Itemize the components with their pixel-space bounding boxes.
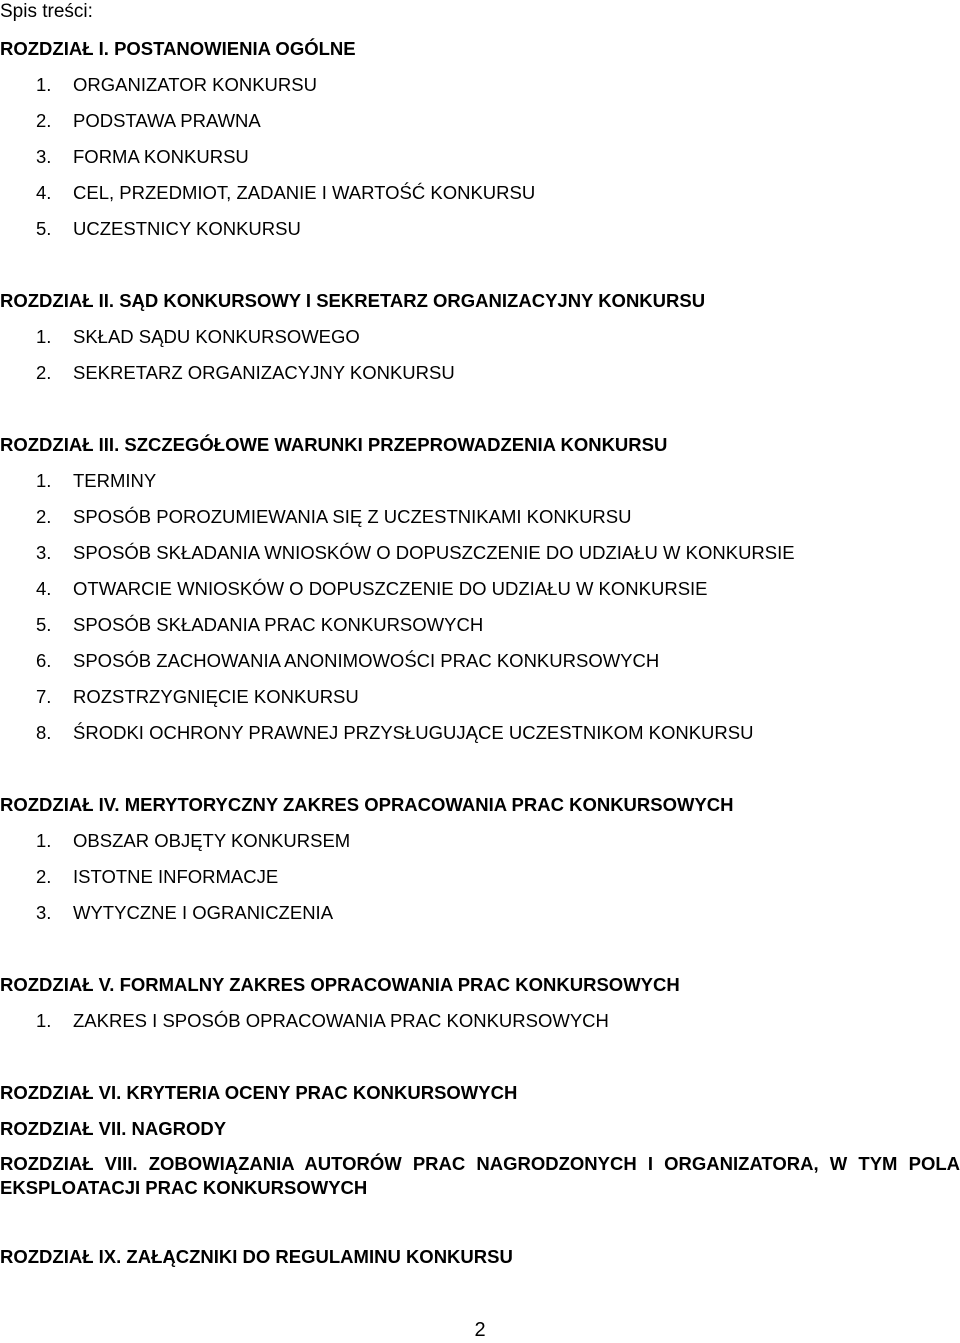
item-number: 1.: [36, 74, 52, 95]
item-label: CEL, PRZEDMIOT, ZADANIE I WARTOŚĆ KONKURSU: [73, 182, 536, 203]
toc-item: [0, 319, 960, 355]
chapter-heading: ROZDZIAŁ I. POSTANOWIENIA OGÓLNE: [0, 38, 356, 59]
item-number: 5.: [36, 614, 52, 635]
toc-item: [0, 643, 960, 679]
item-label: OTWARCIE WNIOSKÓW O DOPUSZCZENIE DO UDZIAŁU W KONKURSIE: [73, 578, 708, 599]
toc-item: [0, 895, 960, 931]
chapter-heading: ROZDZIAŁ VII. NAGRODY: [0, 1118, 227, 1139]
toc-item: [0, 1003, 960, 1039]
chapter-heading: ROZDZIAŁ IV. MERYTORYCZNY ZAKRES OPRACOWANIA PRAC KONKURSOWYCH: [0, 794, 734, 815]
spacer: [0, 1203, 960, 1239]
chapter-heading: ROZDZIAŁ VI. KRYTERIA OCENY PRAC KONKURSOWYCH: [0, 1082, 518, 1103]
chapter-heading: ROZDZIAŁ II. SĄD KONKURSOWY I SEKRETARZ ORGANIZACYJNY KONKURSU: [0, 290, 706, 311]
item-number: 6.: [36, 650, 52, 671]
item-number: 3.: [36, 902, 52, 923]
item-label: OBSZAR OBJĘTY KONKURSEM: [73, 830, 351, 851]
item-number: 1.: [36, 1010, 52, 1031]
toc-item: [0, 463, 960, 499]
toc-title: Spis treści:: [0, 1, 93, 22]
chapter-heading: ROZDZIAŁ IX. ZAŁĄCZNIKI DO REGULAMINU KONKURSU: [0, 1246, 513, 1267]
item-number: 1.: [36, 830, 52, 851]
spacer: [0, 247, 960, 283]
toc-item: [0, 67, 960, 103]
item-label: SEKRETARZ ORGANIZACYJNY KONKURSU: [73, 362, 455, 383]
item-number: 8.: [36, 722, 52, 743]
item-label: FORMA KONKURSU: [73, 146, 249, 167]
item-label: ROZSTRZYGNIĘCIE KONKURSU: [73, 686, 359, 707]
item-label: ZAKRES I SPOSÓB OPRACOWANIA PRAC KONKURSOWYCH: [73, 1010, 609, 1031]
item-label: SPOSÓB ZACHOWANIA ANONIMOWOŚCI PRAC KONKURSOWYCH: [73, 650, 660, 671]
toc-item: [0, 139, 960, 175]
toc-item: [0, 535, 960, 571]
toc-item: [0, 499, 960, 535]
item-label: WYTYCZNE I OGRANICZENIA: [73, 902, 334, 923]
item-label: SPOSÓB SKŁADANIA WNIOSKÓW O DOPUSZCZENIE DO UDZIAŁU W KONKURSIE: [73, 542, 795, 563]
item-number: 3.: [36, 542, 52, 563]
toc-item: [0, 679, 960, 715]
item-number: 2.: [36, 506, 52, 527]
item-number: 5.: [36, 218, 52, 239]
spacer: [0, 931, 960, 967]
item-label: SPOSÓB SKŁADANIA PRAC KONKURSOWYCH: [73, 614, 484, 635]
spacer: [0, 751, 960, 787]
item-label: SPOSÓB POROZUMIEWANIA SIĘ Z UCZESTNIKAMI KONKURSU: [73, 506, 632, 527]
toc-item: [0, 355, 960, 391]
chapter-heading: ROZDZIAŁ VIII. ZOBOWIĄZANIA AUTORÓW PRAC NAGRODZONYCH I ORGANIZATORA, W TYM POLA EKSPLOATACJI PRAC KONKURSOWYCH: [0, 1153, 960, 1198]
toc-item: [0, 211, 960, 247]
toc-item: [0, 607, 960, 643]
item-number: 1.: [36, 470, 52, 491]
spacer: [0, 1039, 960, 1075]
item-number: 2.: [36, 362, 52, 383]
toc-item: [0, 571, 960, 607]
item-label: UCZESTNICY KONKURSU: [73, 218, 301, 239]
chapter-heading: ROZDZIAŁ III. SZCZEGÓŁOWE WARUNKI PRZEPROWADZENIA KONKURSU: [0, 434, 668, 455]
item-label: ŚRODKI OCHRONY PRAWNEJ PRZYSŁUGUJĄCE UCZESTNIKOM KONKURSU: [73, 722, 754, 743]
page-number: 2: [474, 1319, 486, 1341]
table-of-contents: [0, 31, 960, 1275]
item-number: 2.: [36, 110, 52, 131]
item-label: PODSTAWA PRAWNA: [73, 110, 261, 131]
toc-item: [0, 823, 960, 859]
spacer: [0, 391, 960, 427]
item-label: ISTOTNE INFORMACJE: [73, 866, 279, 887]
toc-item: [0, 175, 960, 211]
item-label: SKŁAD SĄDU KONKURSOWEGO: [73, 326, 360, 347]
toc-item: [0, 715, 960, 751]
item-label: ORGANIZATOR KONKURSU: [73, 74, 317, 95]
toc-item: [0, 103, 960, 139]
item-number: 7.: [36, 686, 52, 707]
item-number: 3.: [36, 146, 52, 167]
item-number: 4.: [36, 578, 52, 599]
chapter-heading: ROZDZIAŁ V. FORMALNY ZAKRES OPRACOWANIA PRAC KONKURSOWYCH: [0, 974, 680, 995]
toc-item: [0, 859, 960, 895]
item-label: TERMINY: [73, 470, 157, 491]
item-number: 2.: [36, 866, 52, 887]
item-number: 4.: [36, 182, 52, 203]
item-number: 1.: [36, 326, 52, 347]
